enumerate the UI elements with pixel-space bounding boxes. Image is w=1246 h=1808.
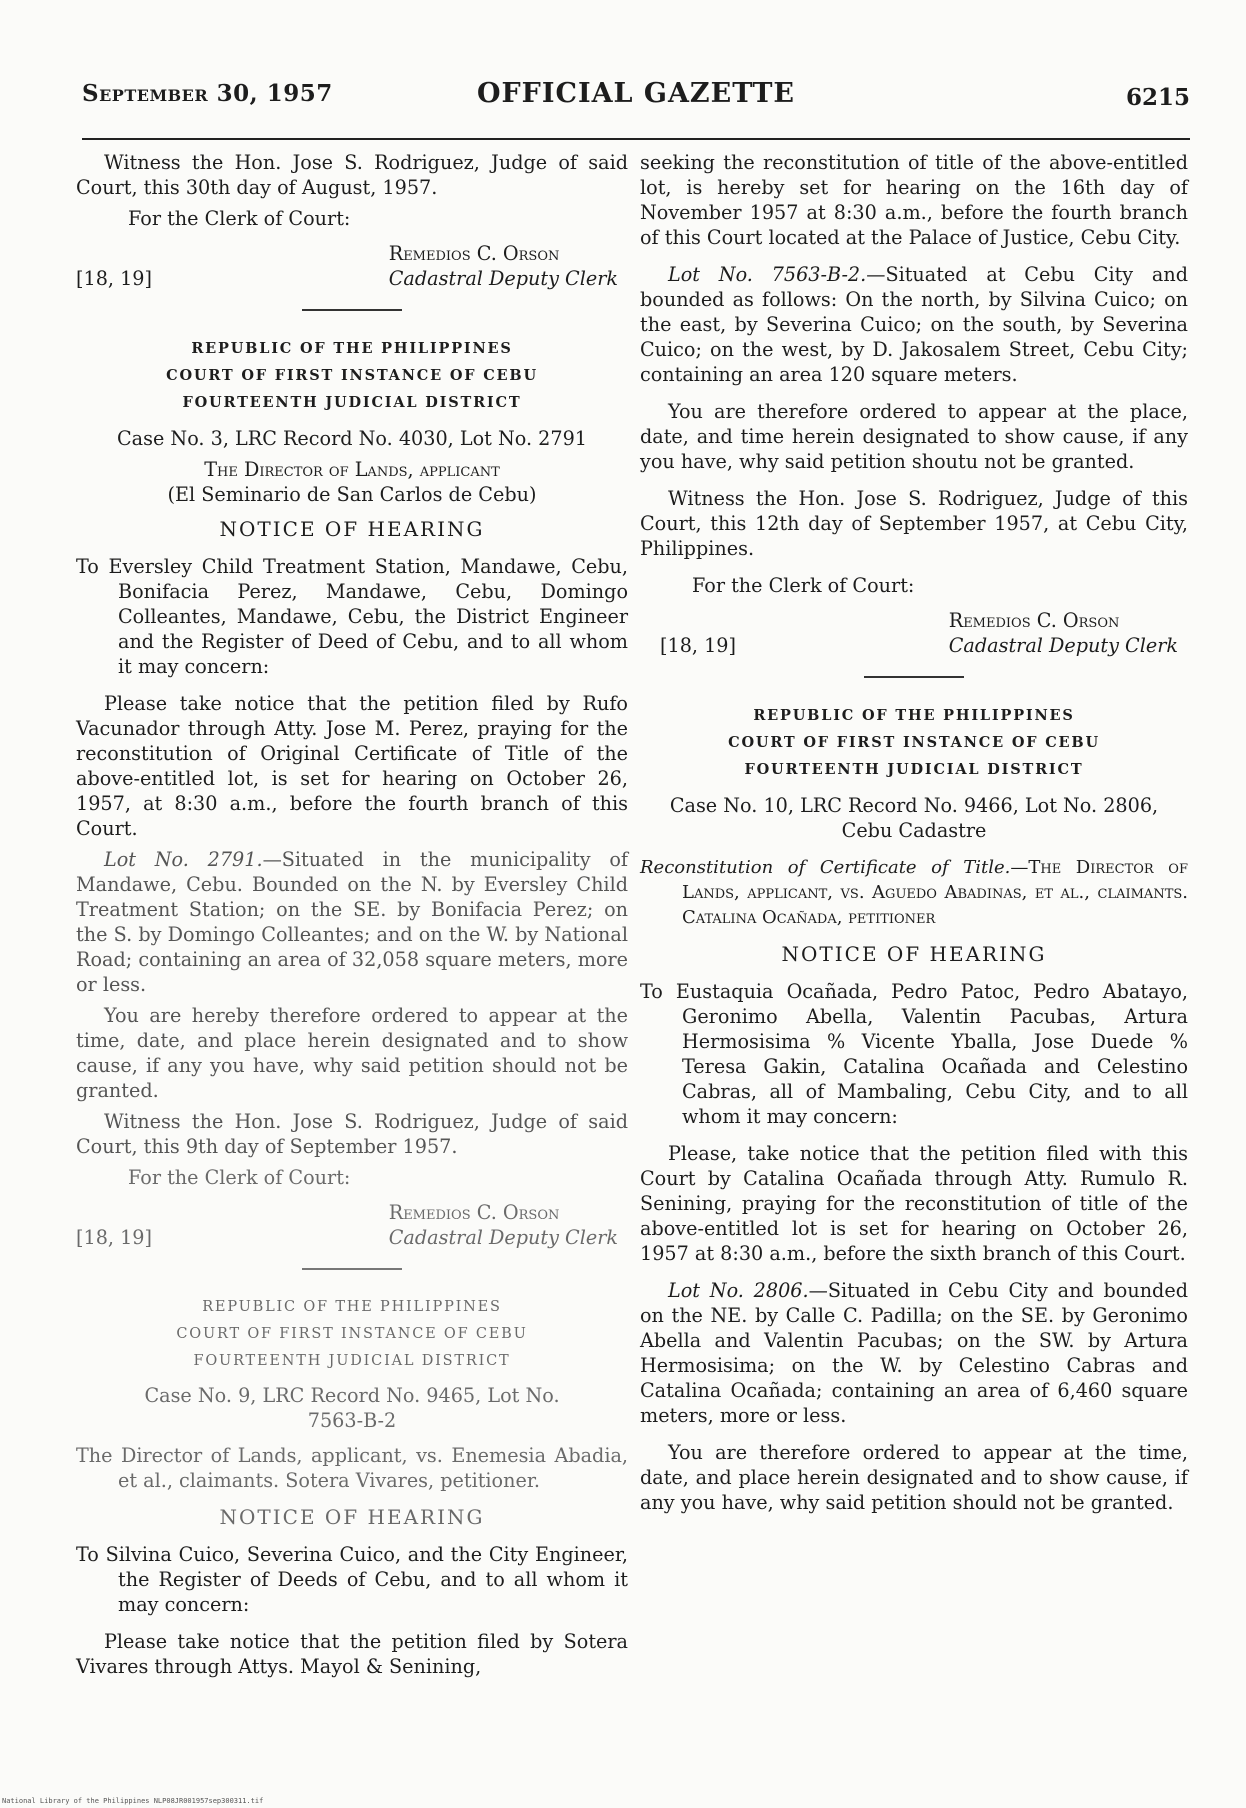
court-line-2b: COURT OF FIRST INSTANCE OF CEBU (176, 1326, 528, 1342)
notice-heading: NOTICE OF HEARING (219, 517, 485, 541)
notice-heading-3: NOTICE OF HEARING (781, 942, 1047, 966)
order-paragraph-3: You are therefore ordered to appear at the time, date, and place herein designated and to show cause, if any you have, why said petition should not be granted. (640, 1441, 1188, 1514)
issue-reference-2: [18, 19] (76, 1226, 153, 1249)
case-number-3: Case No. 10, LRC Record No. 9466, Lot No. 2806, (669, 794, 1159, 817)
court-line-1: REPUBLIC OF THE PHILIPPINES (191, 340, 513, 357)
case-number-3-sub: Cebu Cadastre (841, 819, 987, 842)
court-line-1c: REPUBLIC OF THE PHILIPPINES (753, 707, 1075, 724)
witness-paragraph-2: Witness the Hon. Jose S. Rodriguez, Judge of said Court, this 9th day of September 1957. (76, 1110, 628, 1158)
scan-footer: National Library of the Philippines NLP08JR001957sep300311.tif (2, 1797, 264, 1805)
court-line-3c: FOURTEENTH JUDICIAL DISTRICT (744, 761, 1084, 778)
for-clerk-line-3: For the Clerk of Court: (692, 574, 915, 597)
notice-paragraph: Please take notice that the petition filed by Rufo Vacunador through Atty. Jose M. Perez, praying for the reconstitution of Original Certificate of Title of the above-entitled lot, is set for hearing on October 26, 1957, at 8:30 a.m., before the fourth branch of this Court. (76, 692, 628, 840)
reconstitution-label: Reconstitution of Certificate of Title. (640, 857, 1011, 878)
signature-block (76, 241, 628, 291)
lot-text: —Situated in the municipality of Mandawe, Cebu. Bounded on the N. by Eversley Child Treatment Station; on the SE. by Bonifacia Perez; on the S. by Domingo Colleantes; and on the W. by National Road; containing an area of 32,058 square meters, more or less. (76, 848, 628, 996)
signature-block-2 (76, 1200, 628, 1250)
publication-title: OFFICIAL GAZETTE (476, 78, 796, 109)
for-clerk-line: For the Clerk of Court: (128, 207, 351, 230)
addressees-2: To Silvina Cuico, Severina Cuico, and the City Engineer, the Register of Deeds of Cebu, and to all whom it may concern: (76, 1543, 628, 1616)
reconstitution-line (640, 855, 1188, 930)
right-column (640, 150, 1188, 1521)
notice-paragraph-2: Please take notice that the petition filed by Sotera Vivares through Attys. Mayol & Senining, (76, 1630, 628, 1678)
applicant-subline: (El Seminario de San Carlos de Cebu) (167, 483, 537, 506)
page-header (82, 80, 1190, 120)
clerk-title: Cadastral Deputy Clerk (388, 267, 618, 290)
continued-paragraph: seeking the reconstitution of title of the above-entitled lot, is hereby set for hearing on the 16th day of November 1957 at 8:30 a.m., before the fourth branch of this Court located at the Palace of Justice, Cebu City. (640, 151, 1188, 249)
issue-reference-3: [18, 19] (660, 634, 737, 657)
clerk-name-2: Remedios C. Orson (388, 1201, 560, 1224)
lot-label-3: Lot No. 2806. (668, 1279, 809, 1302)
clerk-title-2: Cadastral Deputy Clerk (388, 1226, 618, 1249)
lot-label-2: Lot No. 7563-B-2. (668, 263, 867, 286)
clerk-name-3: Remedios C. Orson (948, 609, 1120, 632)
witness-paragraph: Witness the Hon. Jose S. Rodriguez, Judge of said Court, this 30th day of August, 1957. (76, 151, 628, 199)
lot-description-3 (640, 1278, 1188, 1428)
lot-description (76, 847, 628, 997)
section-divider-2 (302, 1268, 402, 1270)
court-line-2: COURT OF FIRST INSTANCE OF CEBU (166, 367, 538, 384)
lot-text-2: —Situated at Cebu City and bounded as follows: On the north, by Silvina Cuico; on the east, by Severina Cuico; on the south, by Severina Cuico; on the west, by D. Jakosalem Street, Cebu City; containing an area 120 square meters. (640, 263, 1188, 386)
page-number: 6215 (1125, 84, 1190, 111)
applicant-line: The Director of Lands, applicant (204, 458, 500, 481)
clerk-name: Remedios C. Orson (388, 242, 560, 265)
order-paragraph: You are hereby therefore ordered to appear at the time, date, and place herein designated and to show cause, if any you have, why said petition should not be granted. (76, 1004, 628, 1102)
addressees: To Eversley Child Treatment Station, Mandawe, Cebu, Bonifacia Perez, Mandawe, Cebu, Domingo Colleantes, Mandawe, Cebu, the District Engineer and the Register of Deed of Cebu, and to all whom it may concern: (76, 555, 628, 678)
left-column (76, 150, 628, 1685)
order-paragraph-2: You are therefore ordered to appear at the place, date, and time herein designated to show cause, if any you have, why said petition shoutu not be granted. (640, 400, 1188, 473)
issue-date: September 30, 1957 (82, 80, 333, 107)
parties-line: The Director of Lands, applicant, vs. Enemesia Abadia, et al., claimants. Sotera Vivares, petitioner. (76, 1444, 628, 1492)
clerk-title-3: Cadastral Deputy Clerk (948, 634, 1178, 657)
notice-heading-2: NOTICE OF HEARING (219, 1505, 485, 1529)
reconstitution-text: —The Director of Lands, applicant, vs. Aguedo Abadinas, et al., claimants. Catalina Ocañada, petitioner (682, 857, 1188, 928)
issue-reference: [18, 19] (76, 267, 153, 290)
case-number-2: Case No. 9, LRC Record No. 9465, Lot No. 7563-B-2 (144, 1384, 560, 1432)
case-number: Case No. 3, LRC Record No. 4030, Lot No. 2791 (116, 427, 588, 450)
court-line-2c: COURT OF FIRST INSTANCE OF CEBU (728, 734, 1100, 751)
witness-paragraph-3: Witness the Hon. Jose S. Rodriguez, Judge of this Court, this 12th day of September 1957, at Cebu City, Philippines. (640, 487, 1188, 560)
lot-label: Lot No. 2791. (104, 848, 263, 871)
section-divider-3 (864, 676, 964, 678)
lot-text-3: —Situated in Cebu City and bounded on the NE. by Calle C. Padilla; on the SE. by Geronimo Abella and Valentin Pacubas; on the SW. by Artura Hermosisima; on the W. by Celestino Cabras and Catalina Ocañada; containing an area of 6,460 square meters, more or less. (640, 1279, 1188, 1427)
court-line-3: FOURTEENTH JUDICIAL DISTRICT (182, 394, 522, 411)
lot-description-2 (640, 262, 1188, 387)
header-rule (82, 138, 1190, 140)
signature-block-3 (640, 608, 1188, 658)
court-line-1b: REPUBLIC OF THE PHILIPPINES (202, 1299, 502, 1315)
notice-paragraph-3: Please, take notice that the petition filed with this Court by Catalina Ocañada through Atty. Rumulo R. Senining, praying for the reconstitution of title of the above-entitled lot is set for hearing on October 26, 1957 at 8:30 a.m., before the sixth branch of this Court. (640, 1142, 1188, 1265)
section-divider (302, 309, 402, 311)
for-clerk-line-2: For the Clerk of Court: (128, 1166, 351, 1189)
court-line-3b: FOURTEENTH JUDICIAL DISTRICT (193, 1353, 511, 1369)
addressees-3: To Eustaquia Ocañada, Pedro Patoc, Pedro Abatayo, Geronimo Abella, Valentin Pacubas, Artura Hermosisima % Vicente Yballa, Jose Duede % Teresa Gakin, Catalina Ocañada and Celestino Cabras, all of Mambaling, Cebu City, and to all whom it may concern: (640, 980, 1188, 1128)
